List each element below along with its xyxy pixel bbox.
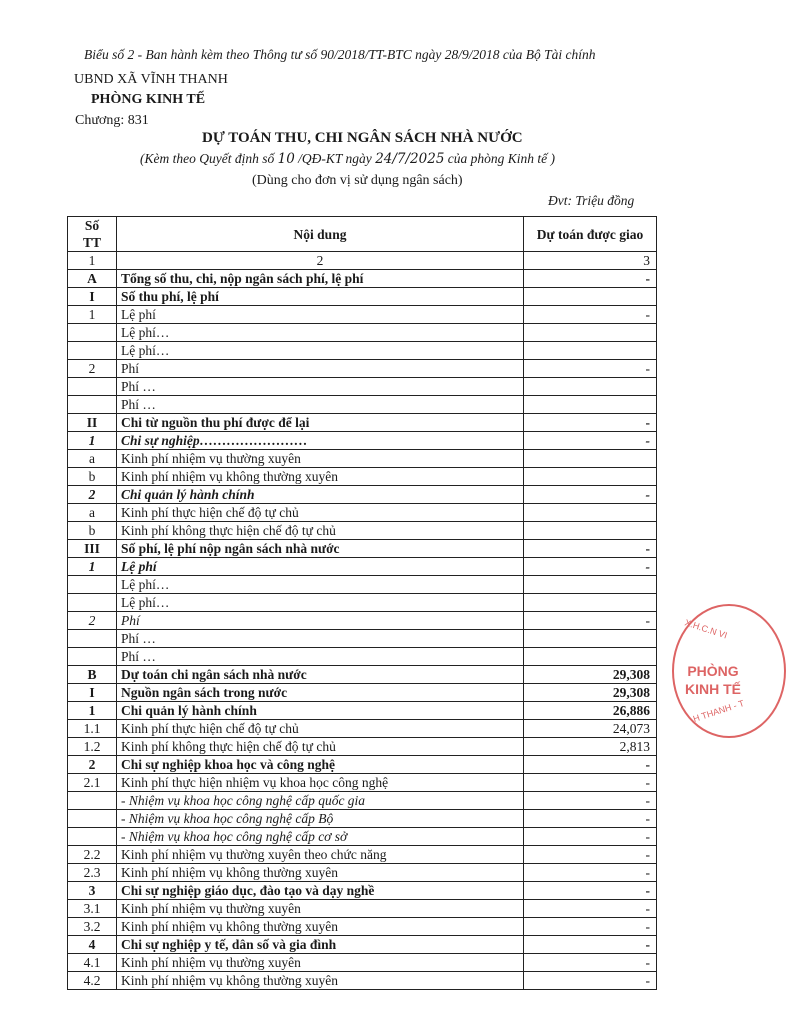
row-content: Phí … xyxy=(117,648,524,666)
row-value xyxy=(524,630,657,648)
row-content: Kinh phí nhiệm vụ thường xuyên theo chức năng xyxy=(117,846,524,864)
row-content: Kinh phí không thực hiện chế độ tự chủ xyxy=(117,522,524,540)
row-value xyxy=(524,648,657,666)
table-row xyxy=(68,954,657,972)
row-value: - xyxy=(524,864,657,882)
table-row xyxy=(68,594,657,612)
row-value: - xyxy=(524,540,657,558)
row-number: II xyxy=(68,414,117,432)
row-value: - xyxy=(524,846,657,864)
official-seal xyxy=(672,604,786,738)
table-row xyxy=(68,612,657,630)
row-content: Kinh phí không thực hiện chế độ tự chủ xyxy=(117,738,524,756)
budget-table xyxy=(67,216,657,990)
row-value xyxy=(524,324,657,342)
row-value xyxy=(524,396,657,414)
row-content: Kinh phí nhiệm vụ không thường xuyên xyxy=(117,972,524,990)
row-number xyxy=(68,576,117,594)
decision-prefix: (Kèm theo Quyết định số xyxy=(140,151,278,166)
row-number: b xyxy=(68,522,117,540)
row-value: - xyxy=(524,414,657,432)
row-value: - xyxy=(524,306,657,324)
row-content: Nguồn ngân sách trong nước xyxy=(117,684,524,702)
row-number: I xyxy=(68,684,117,702)
row-number xyxy=(68,378,117,396)
row-number: 2 xyxy=(68,612,117,630)
col-header-value: Dự toán được giao xyxy=(524,217,657,252)
row-value: - xyxy=(524,900,657,918)
row-number: 2.1 xyxy=(68,774,117,792)
row-number: 4.1 xyxy=(68,954,117,972)
table-row xyxy=(68,306,657,324)
row-content: Chi sự nghiệp y tế, dân số và gia đình xyxy=(117,936,524,954)
row-content: Phí xyxy=(117,612,524,630)
row-value: - xyxy=(524,432,657,450)
table-row xyxy=(68,936,657,954)
table-row xyxy=(68,918,657,936)
col-header-no: Số TT xyxy=(68,217,117,252)
row-content: Tổng số thu, chi, nộp ngân sách phí, lệ phí xyxy=(117,270,524,288)
row-value: - xyxy=(524,612,657,630)
col-index-1: 1 xyxy=(68,252,117,270)
row-value: - xyxy=(524,792,657,810)
row-number: 2 xyxy=(68,486,117,504)
table-row xyxy=(68,738,657,756)
row-content: Chi sự nghiệp khoa học và công nghệ xyxy=(117,756,524,774)
table-row xyxy=(68,288,657,306)
table-row xyxy=(68,846,657,864)
table-row xyxy=(68,810,657,828)
row-content: Phí … xyxy=(117,630,524,648)
row-value xyxy=(524,450,657,468)
row-number xyxy=(68,810,117,828)
chapter-label: Chương: 831 xyxy=(75,113,149,128)
row-content: Lệ phí… xyxy=(117,324,524,342)
row-value: - xyxy=(524,756,657,774)
row-value: - xyxy=(524,486,657,504)
table-row xyxy=(68,828,657,846)
row-number xyxy=(68,342,117,360)
row-value xyxy=(524,288,657,306)
table-row xyxy=(68,450,657,468)
row-content: Kinh phí nhiệm vụ không thường xuyên xyxy=(117,918,524,936)
row-content: Phí xyxy=(117,360,524,378)
row-content: Lệ phí… xyxy=(117,576,524,594)
row-value: - xyxy=(524,774,657,792)
row-value: - xyxy=(524,828,657,846)
row-value: - xyxy=(524,360,657,378)
row-value: - xyxy=(524,882,657,900)
col-index-3: 3 xyxy=(524,252,657,270)
org-line-1: UBND XÃ VĨNH THANH xyxy=(74,72,228,87)
table-row xyxy=(68,378,657,396)
row-number xyxy=(68,828,117,846)
row-number: a xyxy=(68,504,117,522)
row-number: 1.1 xyxy=(68,720,117,738)
row-content: Chi quản lý hành chính xyxy=(117,702,524,720)
row-content: Kinh phí thực hiện chế độ tự chủ xyxy=(117,504,524,522)
table-row xyxy=(68,522,657,540)
row-content: Phí … xyxy=(117,378,524,396)
row-value xyxy=(524,378,657,396)
row-value: - xyxy=(524,936,657,954)
table-row xyxy=(68,342,657,360)
row-content: Kinh phí nhiệm vụ thường xuyên xyxy=(117,450,524,468)
row-content: - Nhiệm vụ khoa học công nghệ cấp quốc gia xyxy=(117,792,524,810)
row-content: Kinh phí nhiệm vụ không thường xuyên xyxy=(117,864,524,882)
table-row xyxy=(68,432,657,450)
table-row xyxy=(68,648,657,666)
row-value xyxy=(524,576,657,594)
row-content: Chi sự nghiệp…………………… xyxy=(117,432,524,450)
row-content: Số thu phí, lệ phí xyxy=(117,288,524,306)
row-value: - xyxy=(524,558,657,576)
seal-top-text: X.H.C.N VI xyxy=(683,617,729,641)
table-row xyxy=(68,396,657,414)
col-header-content: Nội dung xyxy=(117,217,524,252)
row-content: Dự toán chi ngân sách nhà nước xyxy=(117,666,524,684)
row-value: - xyxy=(524,270,657,288)
table-row xyxy=(68,576,657,594)
row-value xyxy=(524,504,657,522)
row-content: Chi quản lý hành chính xyxy=(117,486,524,504)
row-value: 29,308 xyxy=(524,666,657,684)
table-row xyxy=(68,720,657,738)
row-content: - Nhiệm vụ khoa học công nghệ cấp Bộ xyxy=(117,810,524,828)
row-number: 4 xyxy=(68,936,117,954)
org-line-2: PHÒNG KINH TẾ xyxy=(91,92,206,107)
table-row xyxy=(68,324,657,342)
row-content: Lệ phí… xyxy=(117,342,524,360)
decision-date: 24/7/2025 xyxy=(375,151,445,167)
row-value xyxy=(524,342,657,360)
decision-suffix: của phòng Kinh tế ) xyxy=(444,151,556,166)
table-row xyxy=(68,558,657,576)
row-value: - xyxy=(524,954,657,972)
row-value: 26,886 xyxy=(524,702,657,720)
row-number: 3 xyxy=(68,882,117,900)
row-number: 1 xyxy=(68,432,117,450)
row-content: Chi từ nguồn thu phí được để lại xyxy=(117,414,524,432)
row-content: Kinh phí thực hiện chế độ tự chủ xyxy=(117,720,524,738)
row-value: - xyxy=(524,918,657,936)
row-number: 2 xyxy=(68,756,117,774)
row-value xyxy=(524,522,657,540)
table-row xyxy=(68,684,657,702)
row-number xyxy=(68,396,117,414)
row-number: b xyxy=(68,468,117,486)
table-row xyxy=(68,972,657,990)
col-index-2: 2 xyxy=(117,252,524,270)
table-row xyxy=(68,702,657,720)
row-number xyxy=(68,648,117,666)
table-row xyxy=(68,774,657,792)
row-number: 2 xyxy=(68,360,117,378)
table-row xyxy=(68,414,657,432)
row-number: 3.2 xyxy=(68,918,117,936)
row-number: 1.2 xyxy=(68,738,117,756)
row-value: 29,308 xyxy=(524,684,657,702)
row-number: B xyxy=(68,666,117,684)
table-row xyxy=(68,864,657,882)
row-value: - xyxy=(524,972,657,990)
table-row xyxy=(68,270,657,288)
row-content: Kinh phí thực hiện nhiệm vụ khoa học công nghệ xyxy=(117,774,524,792)
decision-mid: /QĐ-KT ngày xyxy=(294,151,376,166)
table-row xyxy=(68,468,657,486)
row-number: A xyxy=(68,270,117,288)
decision-line xyxy=(140,151,555,167)
table-row xyxy=(68,504,657,522)
row-number: 2.3 xyxy=(68,864,117,882)
table-row xyxy=(68,882,657,900)
row-content: Phí … xyxy=(117,396,524,414)
table-row xyxy=(68,540,657,558)
row-number: 1 xyxy=(68,306,117,324)
row-number: 2.2 xyxy=(68,846,117,864)
row-number xyxy=(68,324,117,342)
table-row xyxy=(68,900,657,918)
row-value: - xyxy=(524,810,657,828)
row-content: Kinh phí nhiệm vụ thường xuyên xyxy=(117,900,524,918)
row-content: Kinh phí nhiệm vụ không thường xuyên xyxy=(117,468,524,486)
row-value: 24,073 xyxy=(524,720,657,738)
table-row xyxy=(68,792,657,810)
row-number: a xyxy=(68,450,117,468)
row-content: Số phí, lệ phí nộp ngân sách nhà nước xyxy=(117,540,524,558)
decision-number: 10 xyxy=(277,151,295,167)
table-row xyxy=(68,630,657,648)
form-note: Biểu số 2 - Ban hành kèm theo Thông tư số 90/2018/TT-BTC ngày 28/9/2018 của Bộ Tài chính xyxy=(84,47,596,62)
page-title: DỰ TOÁN THU, CHI NGÂN SÁCH NHÀ NƯỚC xyxy=(202,130,523,146)
row-number: 1 xyxy=(68,558,117,576)
seal-line-2: KINH TẾ xyxy=(685,681,741,697)
row-number: 3.1 xyxy=(68,900,117,918)
column-index-row xyxy=(68,252,657,270)
row-value: 2,813 xyxy=(524,738,657,756)
table-header-row xyxy=(68,217,657,252)
table-row xyxy=(68,666,657,684)
row-content: Chi sự nghiệp giáo dục, đào tạo và dạy nghề xyxy=(117,882,524,900)
row-content: Lệ phí xyxy=(117,306,524,324)
row-number: III xyxy=(68,540,117,558)
row-number: 1 xyxy=(68,702,117,720)
table-row xyxy=(68,486,657,504)
row-content: Kinh phí nhiệm vụ thường xuyên xyxy=(117,954,524,972)
table-row xyxy=(68,756,657,774)
row-value xyxy=(524,594,657,612)
seal-center-text xyxy=(678,662,748,698)
row-number: 4.2 xyxy=(68,972,117,990)
row-value xyxy=(524,468,657,486)
row-content: - Nhiệm vụ khoa học công nghệ cấp cơ sở xyxy=(117,828,524,846)
usage-note: (Dùng cho đơn vị sử dụng ngân sách) xyxy=(252,173,463,188)
unit-label: Đvt: Triệu đồng xyxy=(548,193,635,208)
row-number xyxy=(68,792,117,810)
seal-bottom-text: H THANH - T xyxy=(691,698,746,724)
row-number: I xyxy=(68,288,117,306)
row-content: Lệ phí xyxy=(117,558,524,576)
row-number xyxy=(68,630,117,648)
row-number xyxy=(68,594,117,612)
table-row xyxy=(68,360,657,378)
seal-line-1: PHÒNG xyxy=(687,663,739,679)
row-content: Lệ phí… xyxy=(117,594,524,612)
